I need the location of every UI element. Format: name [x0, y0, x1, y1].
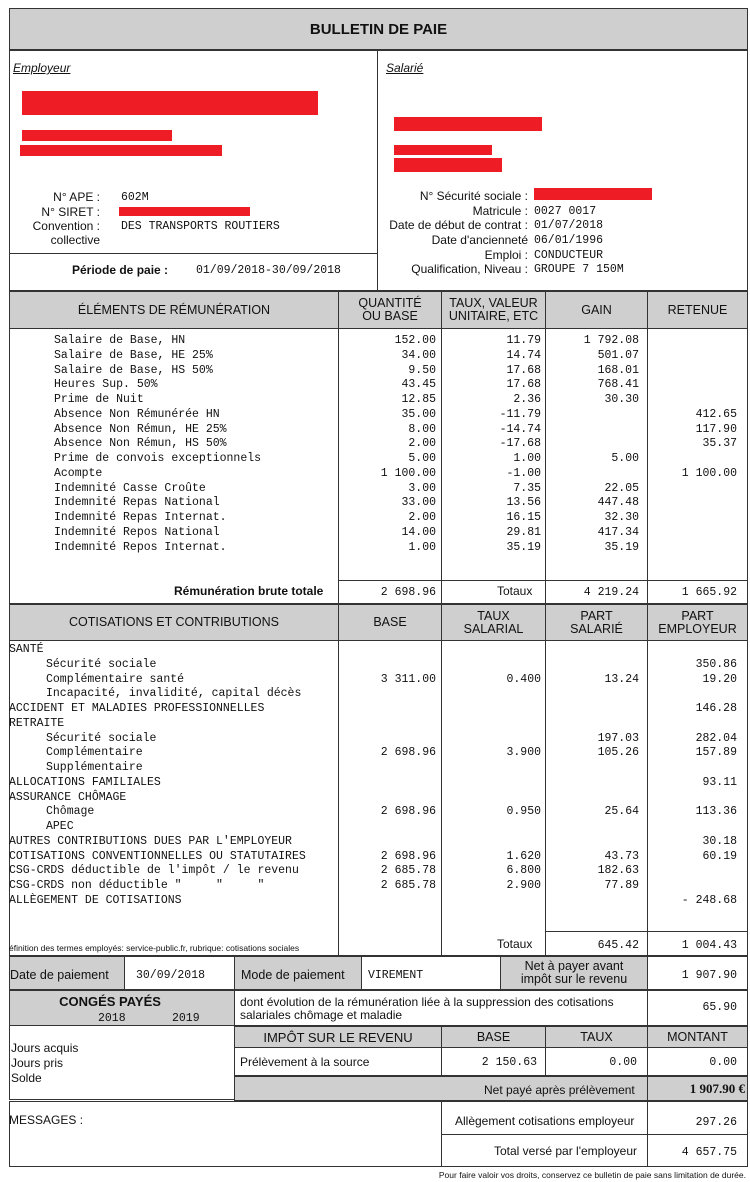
cot-taux [443, 687, 541, 702]
cotisations-total-line [545, 931, 748, 932]
cot-taux [443, 835, 541, 850]
rem-retenue [649, 349, 737, 364]
redacted-employer-address [22, 130, 172, 141]
cot-label: Complémentaire santé [46, 672, 185, 686]
col-line [441, 291, 442, 604]
employee-field-value: CONDUCTEUR [534, 249, 604, 262]
cot-taux: 6.800 [506, 864, 541, 878]
cot-taux [443, 820, 541, 835]
prelevement-taux: 0.00 [609, 1056, 637, 1069]
rem-quantity: 5.00 [408, 452, 436, 465]
cot-base [340, 791, 436, 806]
col-line [124, 956, 125, 990]
header-block [9, 50, 748, 291]
col-line [647, 956, 648, 990]
cot-taux-header-line1: TAUX [477, 608, 510, 623]
impot-montant-header: MONTANT [667, 1029, 728, 1044]
rem-retenue [649, 496, 737, 511]
rem-label: Indemnité Casse Croûte [54, 481, 206, 495]
cot-label: ACCIDENT ET MALADIES PROFESSIONNELLES [9, 702, 265, 715]
siret-label: N° SIRET : [41, 205, 100, 219]
impot-header-label: IMPÔT SUR LE REVENU [263, 1029, 413, 1045]
rem-label: Indemnité Repas Internat. [54, 511, 227, 524]
payment-mode-label: Mode de paiement [241, 968, 345, 982]
cot-taux: 1.620 [506, 849, 541, 863]
cot-base: 2 698.96 [380, 849, 436, 863]
rem-rate: 13.56 [506, 496, 541, 510]
rem-quantity: 33.00 [401, 496, 436, 510]
rem-quantity: 34.00 [401, 348, 436, 362]
col-line [361, 956, 362, 990]
rem-rate: -17.68 [499, 437, 541, 451]
evolution-value: 65.90 [702, 1001, 737, 1014]
cot-label: Incapacité, invalidité, capital décès [46, 687, 302, 701]
evolution-text-line2: salariales chômage et maladie [240, 1008, 403, 1022]
cot-salarie-header [546, 605, 647, 640]
rem-label: Heures Sup. 50% [54, 378, 158, 392]
redacted-siret [119, 207, 250, 216]
net-after-tax-label: Net payé après prélèvement [484, 1083, 635, 1097]
cot-label: CSG-CRDS déductible de l'impôt / le revenu [9, 864, 299, 878]
cot-employeur-header-line2: EMPLOYEUR [658, 621, 737, 636]
cot-part-salarie: 105.26 [597, 746, 639, 760]
rem-gain: 447.48 [597, 496, 639, 510]
cot-part-employeur: 19.20 [702, 672, 737, 686]
cot-base: 2 685.78 [380, 864, 436, 878]
cot-base [340, 820, 436, 835]
cot-part-employeur [649, 643, 737, 658]
employee-field-value: 01/07/2018 [534, 219, 604, 232]
total-gain: 4 219.24 [583, 586, 639, 599]
rem-quantity: 1 100.00 [380, 466, 436, 480]
rate-header-line1: TAUX, VALEUR [449, 296, 538, 310]
employer-heading: Employeur [13, 61, 71, 75]
ape-value: 602M [121, 191, 149, 204]
col-line [545, 291, 546, 604]
rem-rate: 7.35 [513, 481, 541, 495]
rem-quantity: 12.85 [401, 393, 436, 406]
cot-part-employeur: - 248.68 [681, 893, 737, 907]
employee-field-label: Matricule : [472, 204, 528, 218]
cot-taux [443, 717, 541, 732]
redacted-employee-city [394, 158, 502, 172]
redacted-employee-address [394, 145, 492, 155]
quantity-header [339, 292, 441, 328]
rem-retenue [649, 541, 737, 556]
rem-gain: 22.05 [604, 481, 639, 495]
conges-jours-pris: Jours pris [11, 1056, 64, 1070]
rem-quantity: 2.00 [408, 437, 436, 451]
conges-year-1: 2018 [98, 1012, 126, 1025]
cot-part-employeur [649, 761, 737, 776]
cot-part-employeur [649, 864, 737, 879]
rem-gain: 768.41 [597, 378, 639, 392]
cot-taux: 3.900 [506, 746, 541, 760]
prelevement-base: 2 150.63 [481, 1056, 537, 1069]
cot-part-salarie [547, 658, 639, 673]
gross-total-label: Rémunération brute totale [174, 584, 324, 598]
rem-retenue [649, 511, 737, 526]
redacted-secu-number [534, 188, 652, 200]
employee-field-value: 0027 0017 [534, 205, 597, 218]
rem-rate: 16.15 [506, 511, 541, 524]
net-before-tax-label [501, 958, 647, 988]
rem-retenue [649, 393, 737, 408]
employee-field-label: Qualification, Niveau : [411, 262, 528, 276]
prelevement-label: Prélèvement à la source [240, 1055, 370, 1069]
rem-label: Indemnité Repas National [54, 496, 220, 510]
net-before-tax: 1 907.90 [681, 969, 737, 982]
gain-header: GAIN [581, 302, 612, 317]
prelevement-montant: 0.00 [709, 1056, 737, 1069]
rem-rate: 35.19 [506, 540, 541, 554]
cot-totaux-label: Totaux [497, 937, 533, 951]
net-label-line2: impôt sur le revenu [520, 972, 628, 986]
total-verse-label: Total versé par l'employeur [494, 1144, 638, 1158]
payment-mode: VIREMENT [368, 969, 424, 982]
rem-retenue [649, 452, 737, 467]
definition-note: éfinition des termes employés: service-public.fr, rubrique: cotisations sociales [9, 943, 300, 953]
cot-taux [443, 643, 541, 658]
header-divider [377, 50, 378, 291]
cot-salarie-header-line2: SALARIÉ [570, 621, 623, 636]
payment-date-label: Date de paiement [10, 968, 109, 982]
rem-gain: 168.01 [597, 363, 639, 377]
rem-gain: 501.07 [597, 348, 639, 362]
cot-part-salarie: 77.89 [604, 879, 639, 892]
rem-gain: 5.00 [611, 452, 639, 465]
cot-employeur-header-line1: PART [681, 608, 714, 623]
rate-header [442, 292, 545, 328]
employee-field-label: N° Sécurité sociale : [419, 189, 528, 203]
redacted-employee-name [394, 117, 542, 131]
employee-field-label: Date de début de contrat : [389, 218, 528, 232]
rem-rate: -14.74 [499, 422, 541, 436]
cot-label: ALLÈGEMENT DE COTISATIONS [9, 893, 182, 907]
rem-label: Acompte [54, 466, 103, 480]
period-label: Période de paie : [72, 263, 169, 277]
allegement-value: 297.26 [695, 1116, 737, 1129]
col-line [647, 291, 648, 604]
conges-solde: Solde [11, 1071, 42, 1085]
cot-part-salarie: 43.73 [604, 849, 639, 863]
col-line [647, 604, 648, 956]
convention-label: Convention : [32, 219, 100, 233]
cot-base: 3 311.00 [380, 672, 436, 686]
cot-label: RETRAITE [9, 716, 65, 730]
cot-base [340, 761, 436, 776]
convention-label-2: collective [50, 233, 100, 247]
rem-quantity: 43.45 [401, 378, 436, 392]
employee-field-label: Emploi : [484, 248, 528, 262]
cot-label: CSG-CRDS non déductible " " " [9, 879, 265, 892]
rem-quantity: 8.00 [408, 422, 436, 436]
remuneration-total-line [338, 580, 748, 581]
cotisations-header-label: COTISATIONS ET CONTRIBUTIONS [69, 615, 279, 629]
impot-taux-header: TAUX [580, 1029, 613, 1044]
rem-retenue: 35.37 [702, 437, 737, 451]
rem-label: Indemnité Repos National [54, 525, 220, 539]
cot-label: COTISATIONS CONVENTIONNELLES OU STATUTAIRES [9, 849, 306, 863]
remuneration-header-label: ÉLÉMENTS DE RÉMUNÉRATION [77, 302, 271, 317]
rem-retenue [649, 334, 737, 349]
cot-part-salarie [547, 791, 639, 806]
cot-label: ALLOCATIONS FAMILIALES [9, 775, 161, 789]
cot-part-salarie: 13.24 [604, 672, 639, 686]
rem-label: Salaire de Base, HE 25% [54, 348, 213, 362]
rem-label: Prime de Nuit [54, 393, 144, 406]
cot-base [340, 658, 436, 673]
messages-mid-line [441, 1134, 748, 1135]
rem-rate: 2.36 [513, 393, 541, 406]
cot-taux [443, 658, 541, 673]
rem-label: Prime de convois exceptionnels [54, 452, 262, 465]
cot-salarie-header-line1: PART [580, 608, 613, 623]
rem-rate: 29.81 [506, 525, 541, 539]
rem-quantity: 35.00 [401, 407, 436, 421]
cot-base [340, 894, 436, 909]
rem-quantity: 2.00 [408, 511, 436, 524]
col-line [647, 1076, 648, 1101]
employee-field-value: GROUPE 7 150M [534, 263, 624, 276]
rem-label: Salaire de Base, HS 50% [54, 363, 213, 377]
employee-field-label: Date d'ancienneté [431, 233, 528, 247]
rem-label: Absence Non Rémun, HE 25% [54, 422, 227, 436]
impot-header-line [234, 1047, 748, 1048]
rem-rate: 1.00 [513, 452, 541, 465]
rem-rate: 14.74 [506, 348, 541, 362]
total-retenue: 1 665.92 [681, 586, 737, 599]
rem-retenue: 1 100.00 [681, 466, 737, 480]
cot-part-salarie [547, 702, 639, 717]
cot-part-salarie [547, 835, 639, 850]
rem-quantity: 3.00 [408, 481, 436, 495]
cot-part-salarie [547, 761, 639, 776]
total-verse-value: 4 657.75 [681, 1146, 737, 1159]
cot-part-salarie [547, 776, 639, 791]
cot-base: 2 698.96 [380, 805, 436, 819]
evolution-text-line1: dont évolution de la rémunération liée à la suppression des cotisations [240, 995, 614, 1009]
cot-part-employeur [649, 879, 737, 894]
title-bar [9, 8, 748, 50]
cot-base [340, 835, 436, 850]
cot-part-employeur: 30.18 [702, 834, 737, 848]
cot-taux: 2.900 [506, 879, 541, 892]
remuneration-header-line [9, 328, 748, 329]
col-line [441, 604, 442, 956]
rem-gain [547, 423, 639, 438]
cot-label: Sécurité sociale [46, 731, 157, 745]
page-title: BULLETIN DE PAIE [309, 20, 448, 38]
rem-retenue [649, 482, 737, 497]
redacted-employer-name [22, 91, 318, 115]
ape-label: N° APE : [53, 190, 100, 204]
cot-base [340, 717, 436, 732]
net-after-tax-value: 1 907.90 € [689, 1081, 745, 1096]
allegement-label: Allègement cotisations employeur [455, 1114, 635, 1128]
rem-quantity: 14.00 [401, 525, 436, 539]
period-divider [9, 253, 377, 254]
rem-rate: 17.68 [506, 363, 541, 377]
cot-part-employeur: 146.28 [695, 702, 737, 715]
cot-part-salarie [547, 894, 639, 909]
cot-base [340, 687, 436, 702]
cot-taux-header-line2: SALARIAL [463, 621, 524, 636]
cot-part-employeur [649, 687, 737, 702]
cot-label: Chômage [46, 805, 95, 819]
cot-part-salarie: 25.64 [604, 805, 639, 819]
rem-gain [547, 437, 639, 452]
conges-header-line [9, 1025, 235, 1026]
cot-taux: 0.950 [506, 805, 541, 819]
cot-part-employeur [649, 820, 737, 835]
cot-part-salarie: 182.63 [597, 864, 639, 878]
retenue-header: RETENUE [667, 302, 728, 317]
cot-base-header: BASE [373, 615, 407, 629]
cot-base [340, 643, 436, 658]
rem-gain: 32.30 [604, 511, 639, 524]
cot-part-employeur: 350.86 [695, 657, 737, 671]
cot-taux [443, 776, 541, 791]
employee-field-value: 06/01/1996 [534, 234, 604, 247]
rem-rate: 17.68 [506, 378, 541, 392]
cot-employeur-header [648, 605, 747, 640]
quantity-header-line2: OU BASE [362, 309, 418, 323]
cot-part-salarie [547, 687, 639, 702]
rem-gain: 417.34 [597, 525, 639, 539]
rem-rate: 11.79 [506, 334, 541, 347]
footer-note: Pour faire valoir vos droits, conservez ce bulletin de paie sans limitation de durée. [438, 1170, 746, 1180]
cot-label: AUTRES CONTRIBUTIONS DUES PAR L'EMPLOYEUR [9, 834, 292, 848]
rem-gain: 1 792.08 [583, 334, 639, 347]
conges-title: CONGÉS PAYÉS [59, 994, 161, 1009]
cot-part-salarie [547, 820, 639, 835]
cot-taux [443, 894, 541, 909]
rem-gain: 30.30 [604, 393, 639, 406]
cot-part-salarie: 197.03 [597, 731, 639, 745]
rem-label: Absence Non Rémun, HS 50% [54, 437, 227, 451]
rem-retenue: 117.90 [695, 422, 737, 436]
cot-label: ASSURANCE CHÔMAGE [9, 790, 127, 804]
cot-taux [443, 702, 541, 717]
convention-value: DES TRANSPORTS ROUTIERS [121, 220, 280, 233]
net-label-line1: Net à payer avant [524, 959, 624, 973]
period-value: 01/09/2018-30/09/2018 [196, 264, 341, 277]
rem-rate: -11.79 [499, 407, 541, 421]
col-line [338, 291, 339, 604]
rem-gain: 35.19 [604, 540, 639, 554]
redacted-employer-city [20, 145, 222, 156]
rem-label: Indemnité Repos Internat. [54, 540, 227, 554]
rem-retenue: 412.65 [695, 407, 737, 421]
cot-taux-header [442, 605, 545, 640]
total-part-salarie: 645.42 [597, 939, 639, 952]
cotisations-header-line [9, 640, 748, 641]
rem-gain [547, 467, 639, 482]
cot-taux: 0.400 [506, 672, 541, 686]
employee-heading: Salarié [386, 61, 424, 75]
rem-retenue [649, 364, 737, 379]
payment-date: 30/09/2018 [136, 969, 206, 982]
cot-label: Sécurité sociale [46, 657, 157, 671]
conges-year-2: 2019 [172, 1012, 200, 1025]
gross-total-base: 2 698.96 [380, 586, 436, 599]
cot-label: SANTÉ [9, 643, 44, 656]
rate-header-line2: UNITAIRE, ETC [448, 309, 539, 323]
col-line [647, 990, 648, 1026]
cot-label: Complémentaire [46, 746, 143, 760]
cot-part-salarie [547, 717, 639, 732]
cot-base [340, 702, 436, 717]
cot-taux [443, 732, 541, 747]
rem-quantity: 152.00 [394, 334, 436, 347]
total-part-employeur: 1 004.43 [681, 939, 737, 952]
rem-totaux-label: Totaux [497, 584, 533, 598]
cot-label: Supplémentaire [46, 761, 143, 774]
cot-taux [443, 791, 541, 806]
cot-base: 2 698.96 [380, 746, 436, 760]
messages-label: MESSAGES : [9, 1113, 84, 1127]
cot-part-employeur [649, 717, 737, 732]
cot-part-employeur: 282.04 [695, 731, 737, 745]
quantity-header-line1: QUANTITÉ [358, 296, 422, 310]
rem-quantity: 9.50 [408, 363, 436, 377]
rem-label: Absence Non Rémunérée HN [54, 407, 220, 421]
rem-rate: -1.00 [506, 466, 541, 480]
cot-base [340, 732, 436, 747]
cot-part-employeur: 157.89 [695, 746, 737, 760]
conges-jours-acquis: Jours acquis [11, 1041, 79, 1055]
rem-retenue [649, 526, 737, 541]
cot-label: APEC [46, 820, 74, 833]
cot-taux [443, 761, 541, 776]
cot-base: 2 685.78 [380, 879, 436, 892]
rem-quantity: 1.00 [408, 540, 436, 554]
cot-part-salarie [547, 643, 639, 658]
cot-base [340, 776, 436, 791]
cot-part-employeur: 60.19 [702, 849, 737, 863]
rem-gain [547, 408, 639, 423]
rem-retenue [649, 378, 737, 393]
col-line [545, 604, 546, 956]
cot-part-employeur: 113.36 [695, 805, 737, 819]
cot-part-employeur [649, 791, 737, 806]
rem-label: Salaire de Base, HN [54, 334, 186, 347]
cot-part-employeur: 93.11 [702, 775, 737, 789]
impot-base-header: BASE [476, 1029, 511, 1044]
